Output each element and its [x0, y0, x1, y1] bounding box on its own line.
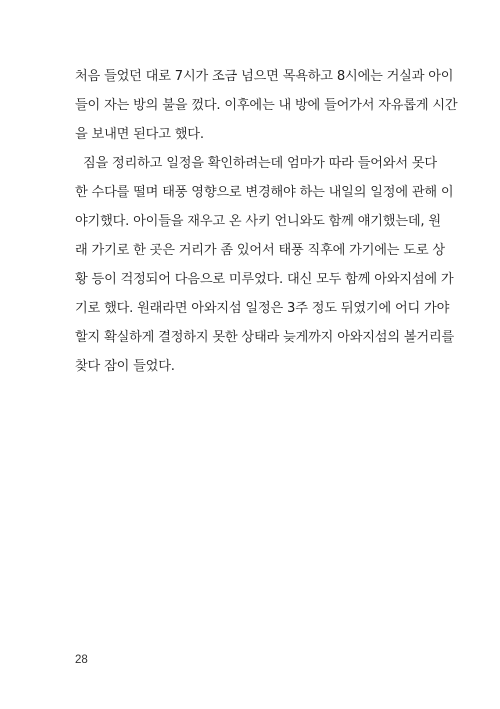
text-line: 들이 자는 방의 불을 껐다. 이후에는 내 방에 들어가서 자유롭게 시간 [75, 98, 458, 113]
page-number: 28 [75, 654, 88, 666]
text-line: 래 가기로 한 곳은 거리가 좀 있어서 태풍 직후에 가기에는 도로 상 [75, 243, 445, 258]
paragraph-2 [75, 149, 455, 381]
text-line: 짐을 정리하고 일정을 확인하려는데 엄마가 따라 들어와서 못다 [75, 156, 437, 171]
text-line: 찾다 잠이 들었다. [75, 359, 175, 374]
text-line: 황 등이 걱정되어 다음으로 미루었다. 대신 모두 함께 아와지섬에 가 [75, 272, 454, 287]
body-text [75, 62, 458, 381]
text-line: 처음 들었던 대로 7시가 조금 넘으면 목욕하고 8시에는 거실과 아이 [75, 69, 454, 84]
text-line: 한 수다를 떨며 태풍 영향으로 변경해야 하는 내일의 일정에 관해 이 [75, 185, 454, 200]
text-line: 을 보내면 된다고 했다. [75, 127, 204, 142]
text-line: 기로 했다. 원래라면 아와지섬 일정은 3주 정도 뒤였기에 어디 가야 [75, 301, 450, 316]
paragraph-1 [75, 62, 458, 149]
text-line: 야기했다. 아이들을 재우고 온 사키 언니와도 함께 얘기했는데, 원 [75, 214, 441, 229]
text-line: 할지 확실하게 결정하지 못한 상태라 늦게까지 아와지섬의 볼거리를 [75, 330, 455, 345]
